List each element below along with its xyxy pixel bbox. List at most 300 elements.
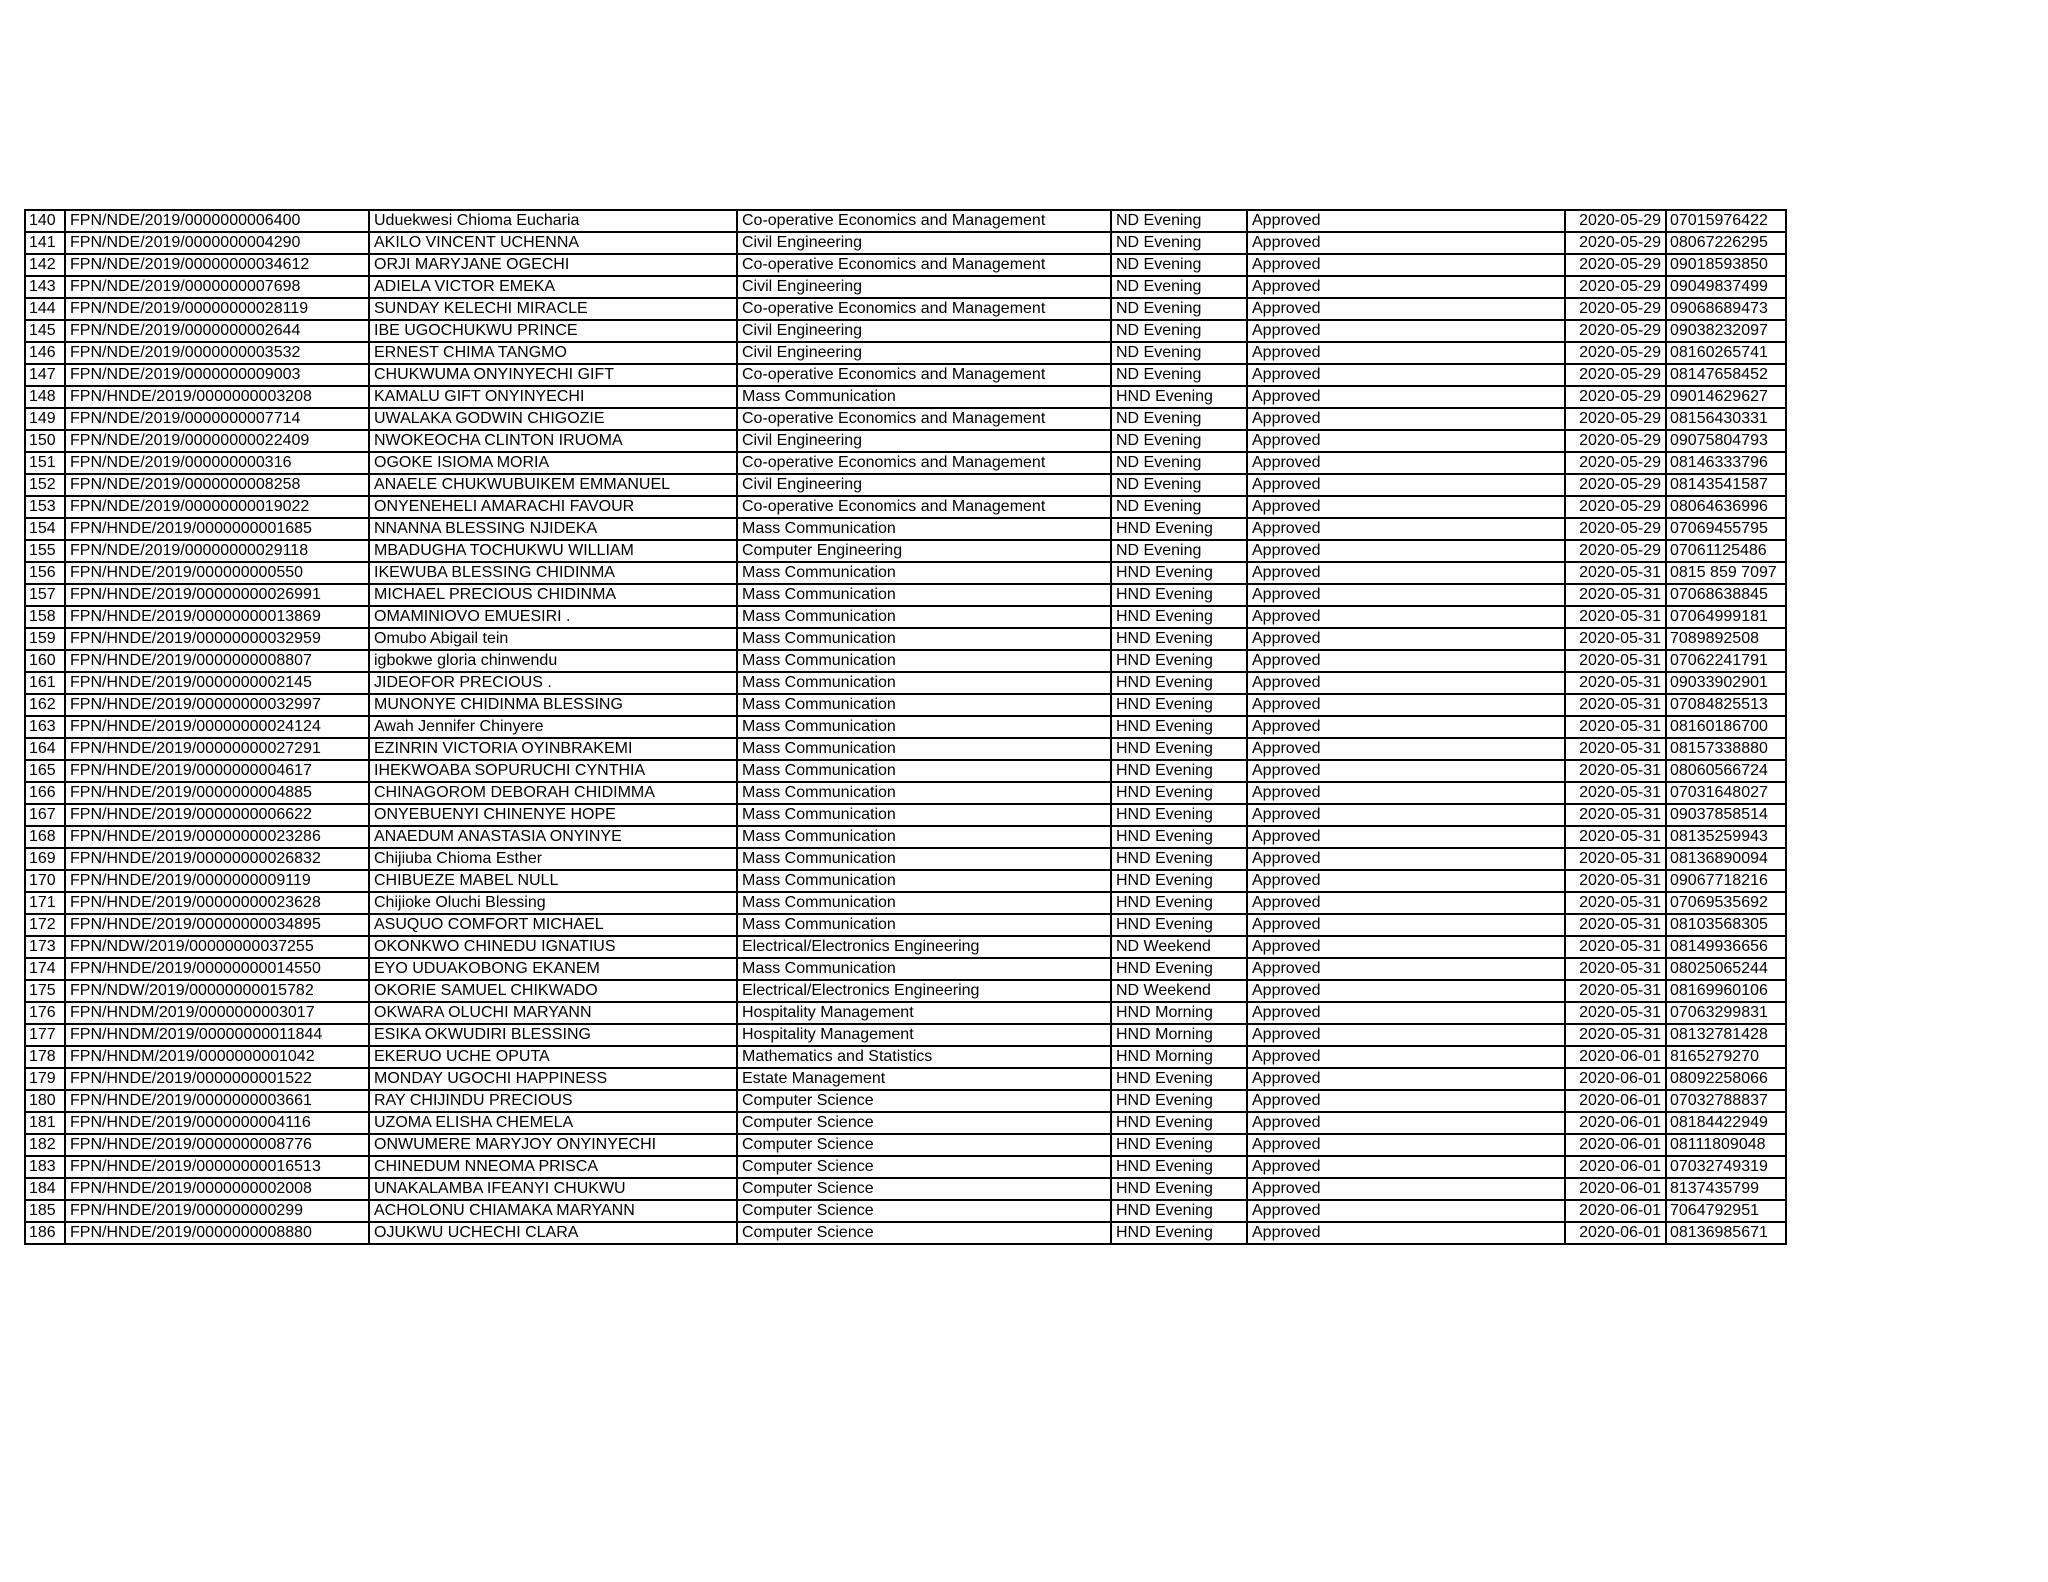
approval-list-table (24, 209, 1787, 1245)
student-name-cell: ANAEDUM ANASTASIA ONYINYE (369, 826, 737, 848)
student-name-cell: IBE UGOCHUKWU PRINCE (369, 320, 737, 342)
serial-number-cell: 170 (25, 870, 65, 892)
status-cell: Approved (1247, 694, 1565, 716)
phone-number-cell: 07032749319 (1666, 1156, 1786, 1178)
status-cell: Approved (1247, 1024, 1565, 1046)
registration-number-cell: FPN/HNDE/2019/00000000023628 (65, 892, 369, 914)
serial-number-cell: 186 (25, 1222, 65, 1244)
registration-number-cell: FPN/HNDE/2019/0000000001685 (65, 518, 369, 540)
serial-number-cell: 142 (25, 254, 65, 276)
serial-number-cell: 161 (25, 672, 65, 694)
student-name-cell: UNAKALAMBA IFEANYI CHUKWU (369, 1178, 737, 1200)
table-row (25, 1200, 1786, 1222)
table-row (25, 1222, 1786, 1244)
serial-number-cell: 155 (25, 540, 65, 562)
table-row (25, 364, 1786, 386)
table-row (25, 716, 1786, 738)
table-row (25, 892, 1786, 914)
programme-cell: ND Evening (1111, 430, 1247, 452)
department-cell: Mass Communication (737, 694, 1111, 716)
programme-cell: HND Morning (1111, 1002, 1247, 1024)
serial-number-cell: 184 (25, 1178, 65, 1200)
status-cell: Approved (1247, 320, 1565, 342)
department-cell: Mathematics and Statistics (737, 1046, 1111, 1068)
status-cell: Approved (1247, 496, 1565, 518)
status-cell: Approved (1247, 738, 1565, 760)
phone-number-cell: 07063299831 (1666, 1002, 1786, 1024)
serial-number-cell: 182 (25, 1134, 65, 1156)
phone-number-cell: 08103568305 (1666, 914, 1786, 936)
student-name-cell: OGOKE ISIOMA MORIA (369, 452, 737, 474)
registration-number-cell: FPN/HNDE/2019/0000000008880 (65, 1222, 369, 1244)
serial-number-cell: 143 (25, 276, 65, 298)
department-cell: Mass Communication (737, 848, 1111, 870)
department-cell: Mass Communication (737, 892, 1111, 914)
phone-number-cell: 09075804793 (1666, 430, 1786, 452)
registration-number-cell: FPN/HNDE/2019/0000000001522 (65, 1068, 369, 1090)
department-cell: Hospitality Management (737, 1002, 1111, 1024)
phone-number-cell: 08025065244 (1666, 958, 1786, 980)
phone-number-cell: 08169960106 (1666, 980, 1786, 1002)
table-row (25, 232, 1786, 254)
date-cell: 2020-05-29 (1565, 364, 1666, 386)
student-name-cell: EKERUO UCHE OPUTA (369, 1046, 737, 1068)
registration-number-cell: FPN/NDE/2019/0000000004290 (65, 232, 369, 254)
department-cell: Mass Communication (737, 738, 1111, 760)
registration-number-cell: FPN/NDW/2019/00000000015782 (65, 980, 369, 1002)
registration-number-cell: FPN/HNDE/2019/00000000016513 (65, 1156, 369, 1178)
table-row (25, 1002, 1786, 1024)
department-cell: Computer Science (737, 1156, 1111, 1178)
date-cell: 2020-05-31 (1565, 650, 1666, 672)
registration-number-cell: FPN/HNDM/2019/0000000003017 (65, 1002, 369, 1024)
student-name-cell: ORJI MARYJANE OGECHI (369, 254, 737, 276)
phone-number-cell: 08160186700 (1666, 716, 1786, 738)
student-name-cell: MBADUGHA TOCHUKWU WILLIAM (369, 540, 737, 562)
department-cell: Civil Engineering (737, 430, 1111, 452)
phone-number-cell: 09038232097 (1666, 320, 1786, 342)
date-cell: 2020-05-31 (1565, 980, 1666, 1002)
table-row (25, 694, 1786, 716)
table-row (25, 958, 1786, 980)
table-row (25, 650, 1786, 672)
serial-number-cell: 156 (25, 562, 65, 584)
programme-cell: ND Evening (1111, 232, 1247, 254)
registration-number-cell: FPN/HNDE/2019/00000000023286 (65, 826, 369, 848)
phone-number-cell: 07031648027 (1666, 782, 1786, 804)
department-cell: Mass Communication (737, 716, 1111, 738)
registration-number-cell: FPN/NDW/2019/00000000037255 (65, 936, 369, 958)
student-name-cell: ONYEBUENYI CHINENYE HOPE (369, 804, 737, 826)
registration-number-cell: FPN/HNDE/2019/00000000026832 (65, 848, 369, 870)
student-name-cell: ADIELA VICTOR EMEKA (369, 276, 737, 298)
status-cell: Approved (1247, 760, 1565, 782)
department-cell: Mass Communication (737, 958, 1111, 980)
status-cell: Approved (1247, 474, 1565, 496)
status-cell: Approved (1247, 1046, 1565, 1068)
table-row (25, 738, 1786, 760)
department-cell: Co-operative Economics and Management (737, 254, 1111, 276)
serial-number-cell: 153 (25, 496, 65, 518)
registration-number-cell: FPN/HNDE/2019/0000000003208 (65, 386, 369, 408)
student-name-cell: OKONKWO CHINEDU IGNATIUS (369, 936, 737, 958)
table-row (25, 1090, 1786, 1112)
student-name-cell: ANAELE CHUKWUBUIKEM EMMANUEL (369, 474, 737, 496)
date-cell: 2020-05-31 (1565, 958, 1666, 980)
serial-number-cell: 149 (25, 408, 65, 430)
table-row (25, 782, 1786, 804)
table-row (25, 672, 1786, 694)
phone-number-cell: 07032788837 (1666, 1090, 1786, 1112)
department-cell: Civil Engineering (737, 276, 1111, 298)
table-row (25, 760, 1786, 782)
student-name-cell: Omubo Abigail tein (369, 628, 737, 650)
serial-number-cell: 148 (25, 386, 65, 408)
student-name-cell: AKILO VINCENT UCHENNA (369, 232, 737, 254)
department-cell: Co-operative Economics and Management (737, 210, 1111, 232)
phone-number-cell: 8165279270 (1666, 1046, 1786, 1068)
serial-number-cell: 180 (25, 1090, 65, 1112)
programme-cell: HND Evening (1111, 650, 1247, 672)
date-cell: 2020-05-29 (1565, 474, 1666, 496)
phone-number-cell: 08160265741 (1666, 342, 1786, 364)
student-name-cell: Uduekwesi Chioma Eucharia (369, 210, 737, 232)
student-name-cell: EYO UDUAKOBONG EKANEM (369, 958, 737, 980)
programme-cell: HND Evening (1111, 804, 1247, 826)
table-row (25, 474, 1786, 496)
date-cell: 2020-05-31 (1565, 914, 1666, 936)
student-name-cell: ERNEST CHIMA TANGMO (369, 342, 737, 364)
table-row (25, 276, 1786, 298)
serial-number-cell: 144 (25, 298, 65, 320)
student-name-cell: ASUQUO COMFORT MICHAEL (369, 914, 737, 936)
department-cell: Electrical/Electronics Engineering (737, 936, 1111, 958)
status-cell: Approved (1247, 1178, 1565, 1200)
department-cell: Co-operative Economics and Management (737, 408, 1111, 430)
table-row (25, 848, 1786, 870)
programme-cell: ND Evening (1111, 540, 1247, 562)
phone-number-cell: 08184422949 (1666, 1112, 1786, 1134)
date-cell: 2020-05-29 (1565, 342, 1666, 364)
programme-cell: ND Evening (1111, 342, 1247, 364)
student-name-cell: OJUKWU UCHECHI CLARA (369, 1222, 737, 1244)
programme-cell: HND Evening (1111, 870, 1247, 892)
department-cell: Computer Science (737, 1178, 1111, 1200)
date-cell: 2020-05-31 (1565, 936, 1666, 958)
table-row (25, 1024, 1786, 1046)
phone-number-cell: 8137435799 (1666, 1178, 1786, 1200)
date-cell: 2020-05-31 (1565, 738, 1666, 760)
date-cell: 2020-05-31 (1565, 782, 1666, 804)
registration-number-cell: FPN/NDE/2019/00000000022409 (65, 430, 369, 452)
status-cell: Approved (1247, 298, 1565, 320)
student-name-cell: Awah Jennifer Chinyere (369, 716, 737, 738)
programme-cell: HND Evening (1111, 716, 1247, 738)
table-row (25, 540, 1786, 562)
department-cell: Co-operative Economics and Management (737, 364, 1111, 386)
phone-number-cell: 07068638845 (1666, 584, 1786, 606)
serial-number-cell: 181 (25, 1112, 65, 1134)
phone-number-cell: 7089892508 (1666, 628, 1786, 650)
serial-number-cell: 157 (25, 584, 65, 606)
table-row (25, 342, 1786, 364)
phone-number-cell: 08146333796 (1666, 452, 1786, 474)
department-cell: Civil Engineering (737, 232, 1111, 254)
phone-number-cell: 07015976422 (1666, 210, 1786, 232)
serial-number-cell: 147 (25, 364, 65, 386)
status-cell: Approved (1247, 232, 1565, 254)
department-cell: Mass Communication (737, 826, 1111, 848)
programme-cell: ND Evening (1111, 276, 1247, 298)
table-row (25, 628, 1786, 650)
table-row (25, 870, 1786, 892)
serial-number-cell: 150 (25, 430, 65, 452)
programme-cell: HND Evening (1111, 606, 1247, 628)
phone-number-cell: 07069455795 (1666, 518, 1786, 540)
status-cell: Approved (1247, 1068, 1565, 1090)
serial-number-cell: 154 (25, 518, 65, 540)
status-cell: Approved (1247, 782, 1565, 804)
status-cell: Approved (1247, 386, 1565, 408)
student-name-cell: OKWARA OLUCHI MARYANN (369, 1002, 737, 1024)
date-cell: 2020-05-29 (1565, 540, 1666, 562)
student-name-cell: Chijiuba Chioma Esther (369, 848, 737, 870)
table-row (25, 320, 1786, 342)
programme-cell: HND Evening (1111, 1090, 1247, 1112)
registration-number-cell: FPN/HNDE/2019/0000000004885 (65, 782, 369, 804)
table-body (25, 210, 1786, 1244)
status-cell: Approved (1247, 1200, 1565, 1222)
registration-number-cell: FPN/NDE/2019/00000000029118 (65, 540, 369, 562)
programme-cell: ND Evening (1111, 254, 1247, 276)
registration-number-cell: FPN/HNDE/2019/0000000006622 (65, 804, 369, 826)
table-row (25, 606, 1786, 628)
student-name-cell: OMAMINIOVO EMUESIRI . (369, 606, 737, 628)
date-cell: 2020-05-31 (1565, 892, 1666, 914)
serial-number-cell: 165 (25, 760, 65, 782)
registration-number-cell: FPN/HNDE/2019/000000000299 (65, 1200, 369, 1222)
date-cell: 2020-06-01 (1565, 1222, 1666, 1244)
department-cell: Co-operative Economics and Management (737, 298, 1111, 320)
serial-number-cell: 141 (25, 232, 65, 254)
student-name-cell: NWOKEOCHA CLINTON IRUOMA (369, 430, 737, 452)
status-cell: Approved (1247, 562, 1565, 584)
student-name-cell: RAY CHIJINDU PRECIOUS (369, 1090, 737, 1112)
student-name-cell: CHINEDUM NNEOMA PRISCA (369, 1156, 737, 1178)
status-cell: Approved (1247, 870, 1565, 892)
student-name-cell: KAMALU GIFT ONYINYECHI (369, 386, 737, 408)
student-name-cell: CHINAGOROM DEBORAH CHIDIMMA (369, 782, 737, 804)
student-name-cell: Chijioke Oluchi Blessing (369, 892, 737, 914)
serial-number-cell: 159 (25, 628, 65, 650)
phone-number-cell: 08136985671 (1666, 1222, 1786, 1244)
student-name-cell: MUNONYE CHIDINMA BLESSING (369, 694, 737, 716)
phone-number-cell: 08111809048 (1666, 1134, 1786, 1156)
department-cell: Co-operative Economics and Management (737, 452, 1111, 474)
phone-number-cell: 07084825513 (1666, 694, 1786, 716)
serial-number-cell: 160 (25, 650, 65, 672)
registration-number-cell: FPN/HNDE/2019/0000000008807 (65, 650, 369, 672)
programme-cell: HND Evening (1111, 628, 1247, 650)
table-row (25, 254, 1786, 276)
department-cell: Computer Science (737, 1222, 1111, 1244)
status-cell: Approved (1247, 1002, 1565, 1024)
phone-number-cell: 08067226295 (1666, 232, 1786, 254)
student-name-cell: EZINRIN VICTORIA OYINBRAKEMI (369, 738, 737, 760)
table-row (25, 914, 1786, 936)
status-cell: Approved (1247, 628, 1565, 650)
date-cell: 2020-05-29 (1565, 232, 1666, 254)
registration-number-cell: FPN/NDE/2019/0000000002644 (65, 320, 369, 342)
date-cell: 2020-05-31 (1565, 848, 1666, 870)
student-name-cell: IHEKWOABA SOPURUCHI CYNTHIA (369, 760, 737, 782)
programme-cell: HND Evening (1111, 892, 1247, 914)
student-name-cell: IKEWUBA BLESSING CHIDINMA (369, 562, 737, 584)
department-cell: Mass Communication (737, 584, 1111, 606)
table-row (25, 804, 1786, 826)
serial-number-cell: 145 (25, 320, 65, 342)
status-cell: Approved (1247, 518, 1565, 540)
student-name-cell: MICHAEL PRECIOUS CHIDINMA (369, 584, 737, 606)
table-row (25, 1178, 1786, 1200)
date-cell: 2020-05-29 (1565, 298, 1666, 320)
date-cell: 2020-05-31 (1565, 606, 1666, 628)
table-row (25, 452, 1786, 474)
programme-cell: HND Morning (1111, 1024, 1247, 1046)
date-cell: 2020-05-29 (1565, 210, 1666, 232)
status-cell: Approved (1247, 672, 1565, 694)
date-cell: 2020-06-01 (1565, 1090, 1666, 1112)
table-row (25, 1068, 1786, 1090)
programme-cell: HND Evening (1111, 1222, 1247, 1244)
table-row (25, 584, 1786, 606)
registration-number-cell: FPN/HNDE/2019/0000000008776 (65, 1134, 369, 1156)
date-cell: 2020-05-31 (1565, 716, 1666, 738)
phone-number-cell: 09033902901 (1666, 672, 1786, 694)
department-cell: Mass Communication (737, 870, 1111, 892)
programme-cell: HND Evening (1111, 562, 1247, 584)
date-cell: 2020-05-29 (1565, 408, 1666, 430)
date-cell: 2020-06-01 (1565, 1200, 1666, 1222)
student-name-cell: MONDAY UGOCHI HAPPINESS (369, 1068, 737, 1090)
programme-cell: HND Evening (1111, 1178, 1247, 1200)
status-cell: Approved (1247, 1222, 1565, 1244)
phone-number-cell: 07061125486 (1666, 540, 1786, 562)
date-cell: 2020-06-01 (1565, 1134, 1666, 1156)
registration-number-cell: FPN/NDE/2019/0000000003532 (65, 342, 369, 364)
table-row (25, 298, 1786, 320)
table-row (25, 430, 1786, 452)
programme-cell: HND Evening (1111, 584, 1247, 606)
registration-number-cell: FPN/NDE/2019/00000000028119 (65, 298, 369, 320)
serial-number-cell: 176 (25, 1002, 65, 1024)
serial-number-cell: 185 (25, 1200, 65, 1222)
department-cell: Mass Communication (737, 650, 1111, 672)
table-row (25, 1156, 1786, 1178)
serial-number-cell: 152 (25, 474, 65, 496)
phone-number-cell: 08147658452 (1666, 364, 1786, 386)
status-cell: Approved (1247, 452, 1565, 474)
status-cell: Approved (1247, 936, 1565, 958)
status-cell: Approved (1247, 584, 1565, 606)
status-cell: Approved (1247, 958, 1565, 980)
serial-number-cell: 151 (25, 452, 65, 474)
date-cell: 2020-06-01 (1565, 1178, 1666, 1200)
department-cell: Civil Engineering (737, 474, 1111, 496)
department-cell: Computer Engineering (737, 540, 1111, 562)
serial-number-cell: 183 (25, 1156, 65, 1178)
programme-cell: ND Evening (1111, 210, 1247, 232)
registration-number-cell: FPN/NDE/2019/0000000006400 (65, 210, 369, 232)
serial-number-cell: 169 (25, 848, 65, 870)
table-row (25, 386, 1786, 408)
registration-number-cell: FPN/HNDM/2019/0000000001042 (65, 1046, 369, 1068)
programme-cell: ND Evening (1111, 496, 1247, 518)
registration-number-cell: FPN/HNDE/2019/0000000004116 (65, 1112, 369, 1134)
registration-number-cell: FPN/NDE/2019/0000000007698 (65, 276, 369, 298)
programme-cell: ND Evening (1111, 364, 1247, 386)
registration-number-cell: FPN/HNDE/2019/00000000013869 (65, 606, 369, 628)
registration-number-cell: FPN/HNDM/2019/00000000011844 (65, 1024, 369, 1046)
table-row (25, 1046, 1786, 1068)
student-name-cell: UWALAKA GODWIN CHIGOZIE (369, 408, 737, 430)
programme-cell: ND Evening (1111, 298, 1247, 320)
date-cell: 2020-05-31 (1565, 584, 1666, 606)
date-cell: 2020-05-31 (1565, 760, 1666, 782)
phone-number-cell: 08060566724 (1666, 760, 1786, 782)
department-cell: Civil Engineering (737, 342, 1111, 364)
phone-number-cell: 0815 859 7097 (1666, 562, 1786, 584)
serial-number-cell: 173 (25, 936, 65, 958)
programme-cell: HND Evening (1111, 826, 1247, 848)
programme-cell: ND Weekend (1111, 980, 1247, 1002)
registration-number-cell: FPN/HNDE/2019/0000000002008 (65, 1178, 369, 1200)
serial-number-cell: 140 (25, 210, 65, 232)
serial-number-cell: 175 (25, 980, 65, 1002)
programme-cell: ND Evening (1111, 452, 1247, 474)
date-cell: 2020-05-29 (1565, 430, 1666, 452)
serial-number-cell: 179 (25, 1068, 65, 1090)
status-cell: Approved (1247, 364, 1565, 386)
department-cell: Mass Communication (737, 672, 1111, 694)
programme-cell: HND Evening (1111, 1200, 1247, 1222)
registration-number-cell: FPN/HNDE/2019/00000000027291 (65, 738, 369, 760)
department-cell: Computer Science (737, 1200, 1111, 1222)
student-name-cell: ONYENEHELI AMARACHI FAVOUR (369, 496, 737, 518)
phone-number-cell: 09014629627 (1666, 386, 1786, 408)
registration-number-cell: FPN/HNDE/2019/00000000014550 (65, 958, 369, 980)
registration-number-cell: FPN/HNDE/2019/00000000032959 (65, 628, 369, 650)
department-cell: Computer Science (737, 1090, 1111, 1112)
registration-number-cell: FPN/NDE/2019/0000000009003 (65, 364, 369, 386)
date-cell: 2020-05-29 (1565, 320, 1666, 342)
registration-number-cell: FPN/HNDE/2019/00000000026991 (65, 584, 369, 606)
department-cell: Mass Communication (737, 914, 1111, 936)
date-cell: 2020-06-01 (1565, 1046, 1666, 1068)
programme-cell: HND Evening (1111, 848, 1247, 870)
date-cell: 2020-05-29 (1565, 386, 1666, 408)
status-cell: Approved (1247, 430, 1565, 452)
department-cell: Civil Engineering (737, 320, 1111, 342)
table-row (25, 562, 1786, 584)
programme-cell: HND Evening (1111, 1134, 1247, 1156)
programme-cell: HND Evening (1111, 958, 1247, 980)
student-name-cell: OKORIE SAMUEL CHIKWADO (369, 980, 737, 1002)
table-row (25, 980, 1786, 1002)
serial-number-cell: 174 (25, 958, 65, 980)
date-cell: 2020-06-01 (1565, 1156, 1666, 1178)
phone-number-cell: 08156430331 (1666, 408, 1786, 430)
